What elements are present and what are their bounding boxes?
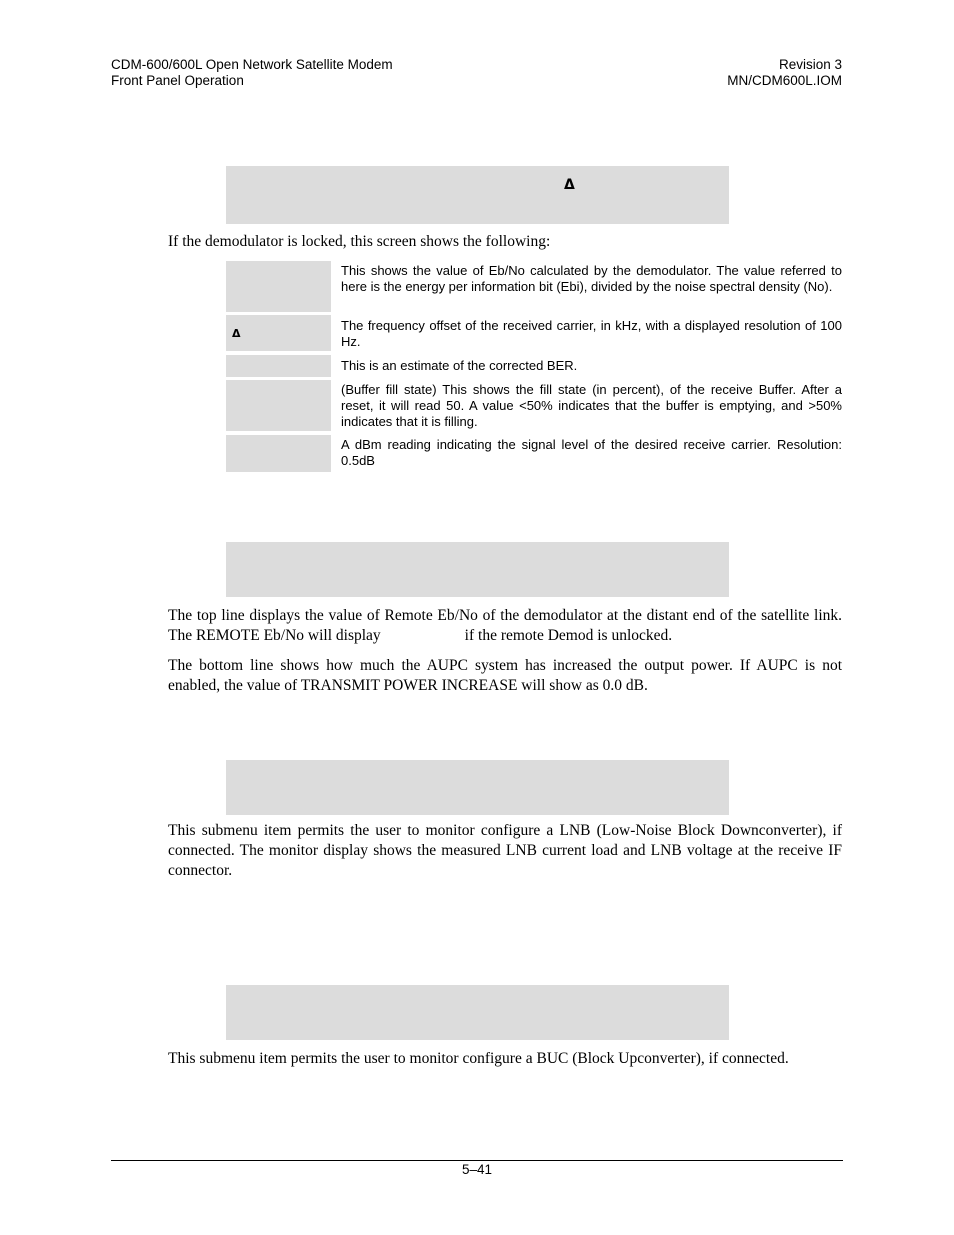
aupc-text-part1: The top line displays the value of Remote Eb/No of the demodulator at the distant end of the satellite link. The REMOTE Eb/No will display <box>168 607 842 644</box>
page-number: 5–41 <box>461 1162 493 1177</box>
section-title: Front Panel Operation <box>111 73 244 88</box>
running-header-right <box>727 57 842 89</box>
definition-row <box>226 380 842 431</box>
document-number: MN/CDM600L.IOM <box>727 73 842 88</box>
definition-term-cell <box>226 380 331 431</box>
aupc-text-part2: if the remote Demod is unlocked. <box>464 627 673 644</box>
buc-description: This submenu item permits the user to monitor configure a BUC (Block Upconverter), if connected. <box>168 1050 789 1067</box>
definition-row <box>226 261 842 312</box>
document-title: CDM-600/600L Open Network Satellite Modem <box>111 57 393 72</box>
definition-text: The frequency offset of the received carrier, in kHz, with a displayed resolution of 100 Hz. <box>341 318 842 350</box>
running-header-left <box>111 57 393 89</box>
definition-term-cell <box>226 261 331 312</box>
front-panel-screen-aupc <box>226 542 729 597</box>
aupc-power-description: The bottom line shows how much the AUPC system has increased the output power. If AUPC is not enabled, the value of TRANSMIT POWER INCREASE will show as 0.0 dB. <box>168 657 842 694</box>
delta-symbol: Δ <box>564 177 575 193</box>
definition-term-cell <box>226 435 331 472</box>
definition-text: This shows the value of Eb/No calculated by the demodulator. The value referred to here is the energy per information bit (Ebi), divided by the noise spectral density (No). <box>341 263 842 295</box>
definition-row <box>226 355 842 377</box>
front-panel-screen-lnb <box>226 760 729 815</box>
delta-symbol: Δ <box>232 327 241 340</box>
intro-text: If the demodulator is locked, this screen shows the following: <box>168 233 551 250</box>
definition-term-cell <box>226 315 331 351</box>
aupc-description <box>168 606 842 646</box>
definition-text: (Buffer fill state) This shows the fill state (in percent), of the receive Buffer. After a reset, it will read 50. A value <50% indicates that the buffer is emptying, and >50% indicates that it is filling. <box>341 382 842 430</box>
footer-divider <box>111 1160 843 1161</box>
revision-label: Revision 3 <box>778 57 842 72</box>
definition-text: This is an estimate of the corrected BER. <box>341 358 578 373</box>
front-panel-screen-demod-status <box>226 166 729 224</box>
front-panel-screen-buc <box>226 985 729 1040</box>
lnb-description: This submenu item permits the user to monitor configure a LNB (Low-Noise Block Downconverter), if connected. The monitor display shows the measured LNB current load and LNB voltage at the receive IF connector. <box>168 822 842 879</box>
definition-row <box>226 315 842 351</box>
definition-text: A dBm reading indicating the signal level of the desired receive carrier. Resolution: 0.5dB <box>341 437 842 469</box>
definition-row <box>226 435 842 472</box>
definition-term-cell <box>226 355 331 377</box>
